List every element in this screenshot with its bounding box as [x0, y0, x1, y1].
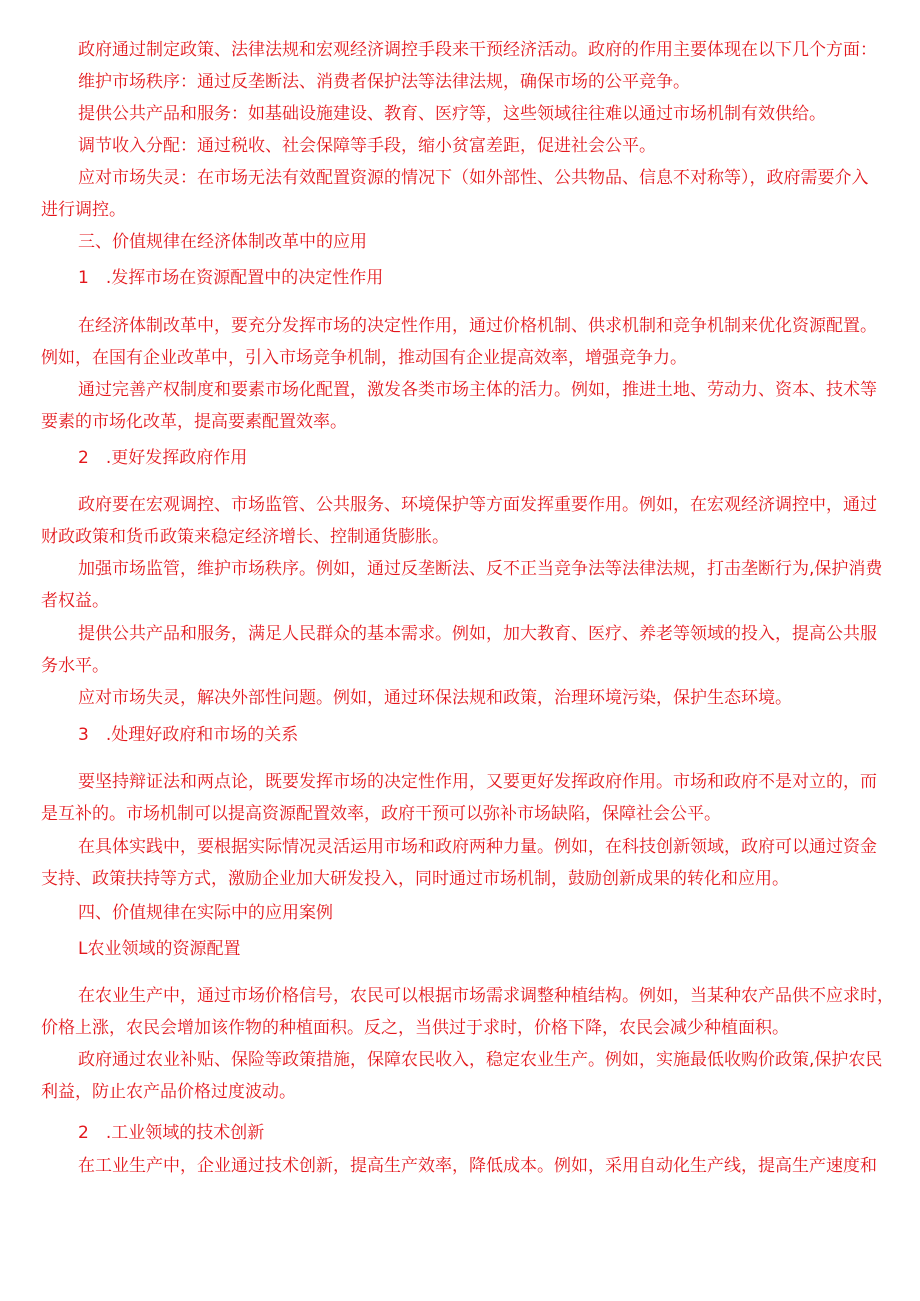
paragraph-line: 者权益。: [41, 591, 109, 611]
paragraph-line: 要坚持辩证法和两点论，既要发挥市场的决定性作用，又要更好发挥政府作用。市场和政府不是对立的，而: [78, 772, 877, 792]
paragraph-line: 在农业生产中，通过市场价格信号，农民可以根据市场需求调整种植结构。例如，当某种农产品供不应求时，: [78, 986, 894, 1006]
paragraph-line: 进行调控。: [41, 200, 126, 220]
paragraph-line: 是互补的。市场机制可以提高资源配置效率，政府干预可以弥补市场缺陷，保障社会公平。: [41, 804, 721, 824]
paragraph-line: 维护市场秩序：通过反垄断法、消费者保护法等法律法规，确保市场的公平竞争。: [78, 72, 690, 92]
paragraph-line: 务水平。: [41, 656, 109, 676]
paragraph-line: 政府要在宏观调控、市场监管、公共服务、环境保护等方面发挥重要作用。例如，在宏观经济调控中，通过: [78, 495, 877, 515]
paragraph-line: 在具体实践中，要根据实际情况灵活运用市场和政府两种力量。例如，在科技创新领域，政府可以通过资金: [78, 837, 877, 857]
paragraph-line: 支持、政策扶持等方式，激励企业加大研发投入，同时通过市场机制，鼓励创新成果的转化和应用。: [41, 869, 789, 889]
paragraph-line: 应对市场失灵，解决外部性问题。例如，通过环保法规和政策，治理环境污染，保护生态环境。: [78, 688, 792, 708]
subsection-heading: 3 .处理好政府和市场的关系: [78, 725, 299, 745]
paragraph-line: 提供公共产品和服务：如基础设施建设、教育、医疗等，这些领域往往难以通过市场机制有效供给。: [78, 104, 826, 124]
section-heading: 三、价值规律在经济体制改革中的应用: [78, 232, 367, 252]
paragraph-line: 价格上涨，农民会增加该作物的种植面积。反之，当供过于求时，价格下降，农民会减少种植面积。: [41, 1018, 789, 1038]
paragraph-line: 在经济体制改革中，要充分发挥市场的决定性作用，通过价格机制、供求机制和竞争机制来优化资源配置。: [78, 316, 877, 336]
paragraph-line: 要素的市场化改革，提高要素配置效率。: [41, 412, 347, 432]
paragraph-line: 通过完善产权制度和要素市场化配置，激发各类市场主体的活力。例如，推进土地、劳动力、资本、技术等: [78, 380, 877, 400]
paragraph-line: 调节收入分配：通过税收、社会保障等手段，缩小贫富差距，促进社会公平。: [78, 136, 656, 156]
subsection-heading: L农业领域的资源配置: [78, 939, 241, 959]
paragraph-line: 利益，防止农产品价格过度波动。: [41, 1082, 296, 1102]
section-heading: 四、价值规律在实际中的应用案例: [78, 903, 333, 923]
paragraph-line: 提供公共产品和服务，满足人民群众的基本需求。例如，加大教育、医疗、养老等领域的投入，提高公共服: [78, 624, 877, 644]
paragraph-line: 政府通过农业补贴、保险等政策措施，保障农民收入，稳定农业生产。例如，实施最低收购价政策,保护农民: [78, 1050, 883, 1070]
paragraph-line: 应对市场失灵：在市场无法有效配置资源的情况下（如外部性、公共物品、信息不对称等），政府需要介入: [78, 168, 869, 188]
subsection-heading: 1 .发挥市场在资源配置中的决定性作用: [78, 268, 384, 288]
paragraph-line: 财政政策和货币政策来稳定经济增长、控制通货膨胀。: [41, 527, 449, 547]
subsection-heading: 2 .工业领域的技术创新: [78, 1123, 265, 1143]
subsection-heading: 2 .更好发挥政府作用: [78, 448, 248, 468]
paragraph-line: 例如，在国有企业改革中，引入市场竞争机制，推动国有企业提高效率，增强竞争力。: [41, 348, 687, 368]
paragraph-line: 政府通过制定政策、法律法规和宏观经济调控手段来干预经济活动。政府的作用主要体现在以下几个方面：: [78, 40, 877, 60]
paragraph-line: 加强市场监管，维护市场秩序。例如，通过反垄断法、反不正当竞争法等法律法规，打击垄断行为,保护消费: [78, 559, 883, 579]
paragraph-line: 在工业生产中，企业通过技术创新，提高生产效率，降低成本。例如，采用自动化生产线，提高生产速度和: [78, 1156, 877, 1176]
